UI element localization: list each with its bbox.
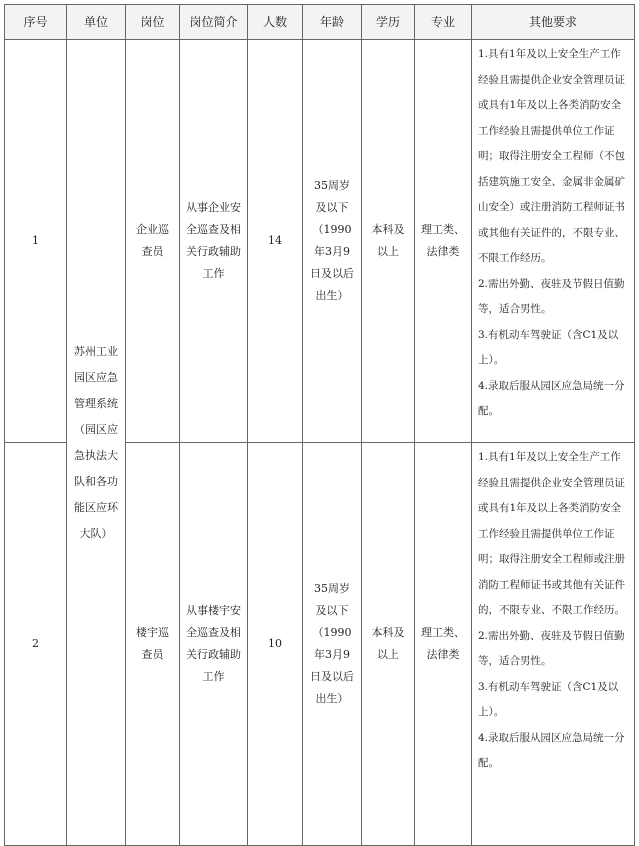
header-cell-other: 其他要求 (472, 5, 635, 40)
headcount: 10 (248, 443, 303, 846)
post-intro: 从事楼宇安全巡查及相关行政辅助工作 (180, 443, 248, 846)
header-cell-intro: 岗位简介 (180, 5, 248, 40)
headcount: 14 (248, 40, 303, 443)
major-requirement: 理工类、法律类 (415, 40, 472, 443)
row-number: 1 (5, 40, 67, 443)
requirement-item: 3.有机动车驾驶证（含C1及以上）。 (478, 328, 619, 366)
requirement-item: 4.录取后服从园区应急局统一分配。 (478, 379, 625, 417)
table-row (5, 40, 635, 443)
age-requirement: 35周岁及以下（1990年3月9日及以后出生） (303, 443, 362, 846)
requirement-item: 1.具有1年及以上安全生产工作经验且需提供企业安全管理员证或具有1年及以上各类消防安全工作经验且需提供单位工作证明；取得注册安全工程师或注册消防工程师证书或其他有关证件的，不限专业、不限工作经历。 (478, 451, 625, 616)
header-cell-unit: 单位 (67, 5, 126, 40)
header-cell-no: 序号 (5, 5, 67, 40)
age-requirement: 35周岁及以下（1990年3月9日及以后出生） (303, 40, 362, 443)
header-cell-age: 年龄 (303, 5, 362, 40)
major-requirement: 理工类、法律类 (415, 443, 472, 846)
requirement-item: 2.需出外勤、夜驻及节假日值勤等，适合男性。 (478, 277, 625, 315)
requirement-item: 4.录取后服从园区应急局统一分配。 (478, 731, 625, 769)
unit-name: 苏州工业园区应急管理系统（园区应急执法大队和各功能区应环大队） (67, 40, 126, 846)
other-requirements (472, 40, 635, 443)
header-cell-post: 岗位 (126, 5, 180, 40)
requirement-item: 2.需出外勤、夜驻及节假日值勤等，适合男性。 (478, 629, 625, 667)
post-intro: 从事企业安全巡查及相关行政辅助工作 (180, 40, 248, 443)
requirement-item: 1.具有1年及以上安全生产工作经验且需提供企业安全管理员证或具有1年及以上各类消防安全工作经验且需提供单位工作证明；取得注册安全工程师（不包括建筑施工安全、金属非金属矿山安全）或注册消防工程师证书或其他有关证件的，不限专业、不限工作经历。 (478, 48, 625, 264)
header-cell-count: 人数 (248, 5, 303, 40)
header-cell-major: 专业 (415, 5, 472, 40)
post-name: 楼宇巡查员 (126, 443, 180, 846)
recruitment-table (4, 4, 635, 846)
post-name: 企业巡查员 (126, 40, 180, 443)
education-requirement: 本科及以上 (362, 443, 415, 846)
row-number: 2 (5, 443, 67, 846)
requirement-item: 3.有机动车驾驶证（含C1及以上）。 (478, 680, 619, 718)
education-requirement: 本科及以上 (362, 40, 415, 443)
other-requirements (472, 443, 635, 846)
header-row (5, 5, 635, 40)
header-cell-edu: 学历 (362, 5, 415, 40)
